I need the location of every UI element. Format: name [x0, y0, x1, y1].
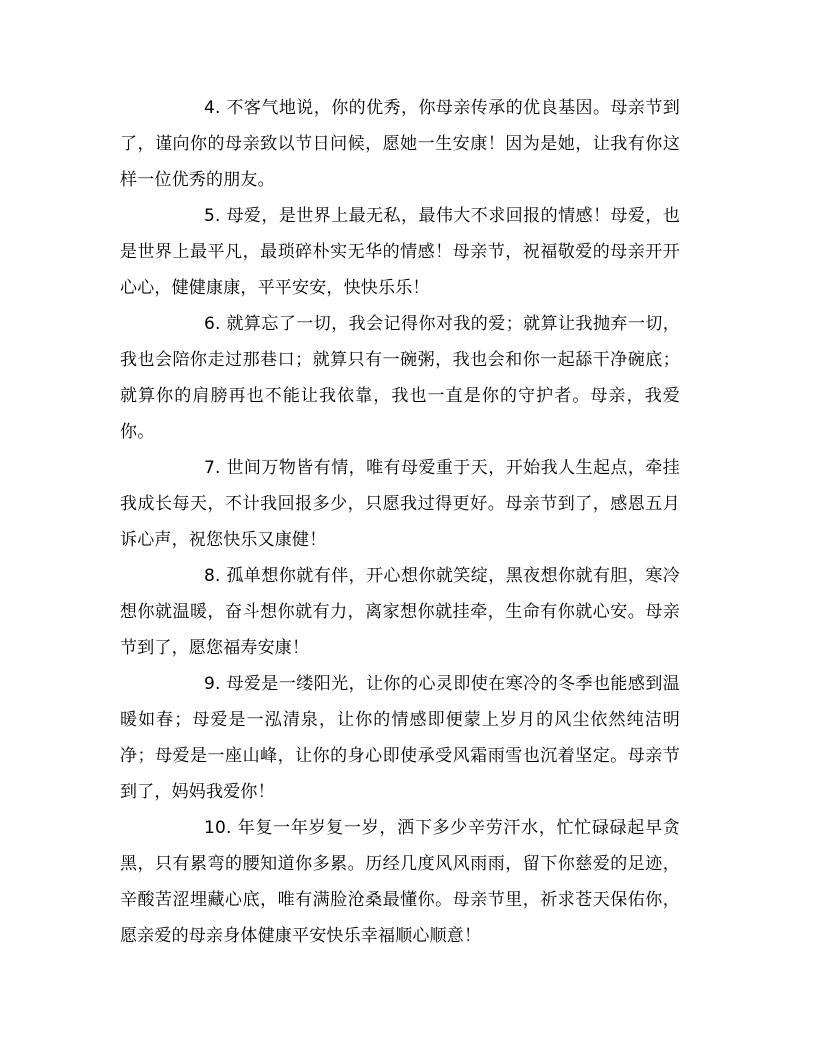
paragraph-10: 10. 年复一年岁复一岁，洒下多少辛劳汗水，忙忙碌碌起早贪黑，只有累弯的腰知道你多累。历经几度风风雨雨，留下你慈爱的足迹，辛酸苦涩埋藏心底，唯有满脸沧桑最懂你。母亲节里，祈求苍天保佑你，愿亲爱的母亲身体健康平安快乐幸福顺心顺意！ [120, 818, 680, 946]
document-body [120, 90, 680, 954]
paragraph-5: 5. 母爱，是世界上最无私，最伟大不求回报的情感！母爱，也是世界上最平凡，最琐碎朴实无华的情感！母亲节，祝福敬爱的母亲开开心心，健健康康，平平安安，快快乐乐！ [120, 206, 680, 298]
paragraph-7: 7. 世间万物皆有情，唯有母爱重于天，开始我人生起点，牵挂我成长每天，不计我回报多少，只愿我过得更好。母亲节到了，感恩五月诉心声，祝您快乐又康健！ [120, 458, 680, 550]
paragraph-6: 6. 就算忘了一切，我会记得你对我的爱；就算让我抛弃一切，我也会陪你走过那巷口；就算只有一碗粥，我也会和你一起舔干净碗底；就算你的肩膀再也不能让我依靠，我也一直是你的守护者。母亲，我爱你。 [120, 314, 680, 442]
paragraph-8: 8. 孤单想你就有伴，开心想你就笑绽，黑夜想你就有胆，寒冷想你就温暖，奋斗想你就有力，离家想你就挂牵，生命有你就心安。母亲节到了，愿您福寿安康！ [120, 566, 680, 658]
paragraph-4: 4. 不客气地说，你的优秀，你母亲传承的优良基因。母亲节到了，谨向你的母亲致以节日问候，愿她一生安康！因为是她，让我有你这样一位优秀的朋友。 [120, 98, 680, 190]
paragraph-9: 9. 母爱是一缕阳光，让你的心灵即使在寒冷的冬季也能感到温暖如春；母爱是一泓清泉，让你的情感即便蒙上岁月的风尘依然纯洁明净；母爱是一座山峰，让你的身心即使承受风霜雨雪也沉着坚定。母亲节到了，妈妈我爱你！ [120, 674, 680, 802]
